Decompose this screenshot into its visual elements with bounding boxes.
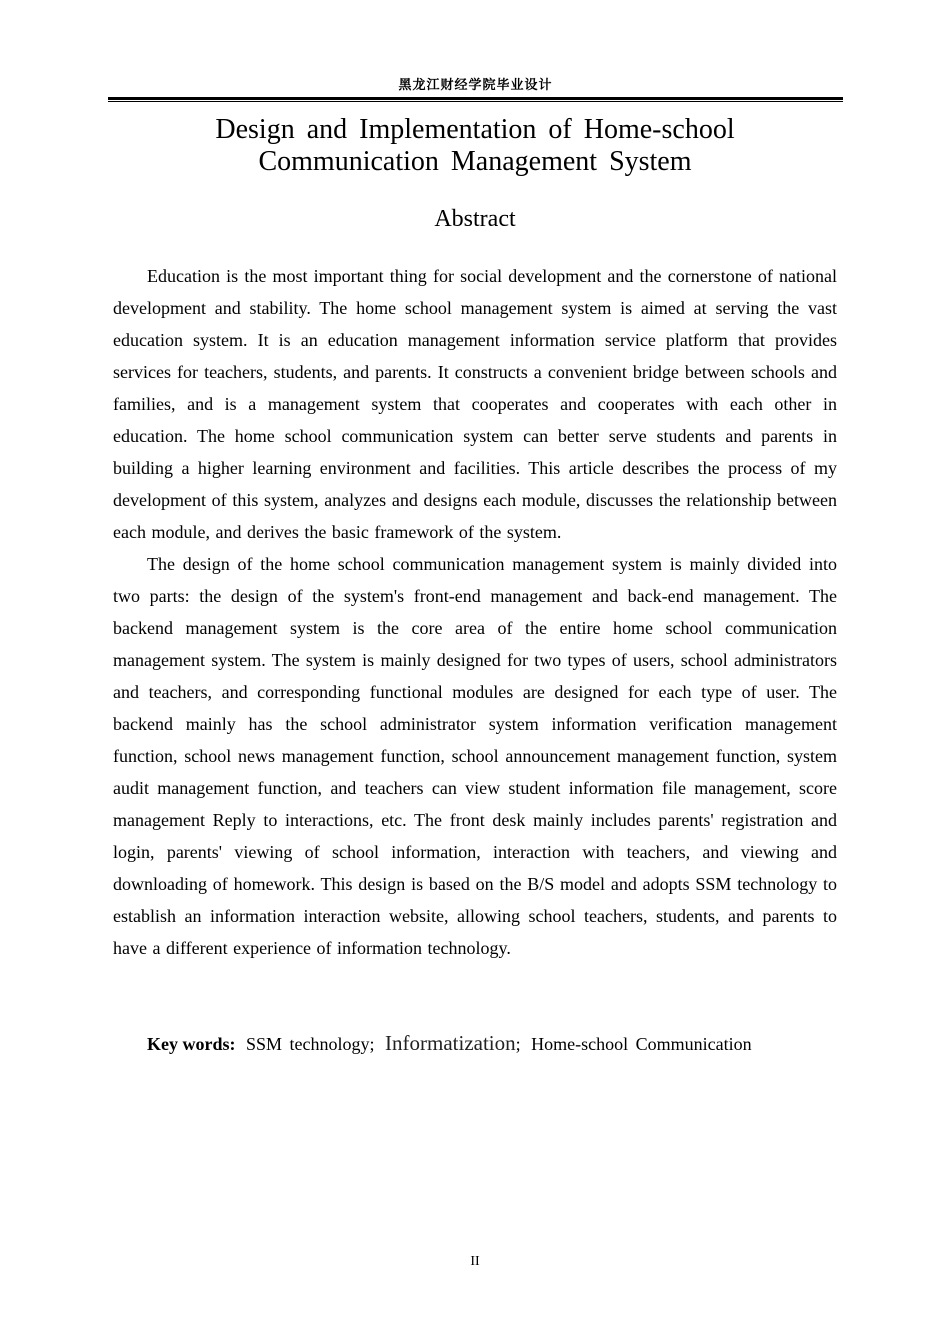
title-line-2: Communication Management System bbox=[258, 146, 692, 177]
keyword-separator: ; bbox=[369, 1034, 375, 1054]
abstract-paragraph-1: Education is the most important thing for social development and the cornerstone of national development and stability. The home school management system is aimed at serving the vast education system. It is an education management information service platform that provides services for teachers, students, and parents. It constructs a convenient bridge between schools and families, and is a management system that cooperates and cooperates with each other in education. The home school communication system can better serve students and parents in building a higher learning environment and facilities. This article describes the process of my development of this system, analyzes and designs each module, discusses the relationship between each module, and derives the basic framework of the system. bbox=[113, 266, 837, 542]
keyword-item: Informatization bbox=[385, 1031, 516, 1055]
abstract-paragraph-2: The design of the home school communication management system is mainly divided into two parts: the design of the system's front-end management and back-end management. The backend management system is the core area of the entire home school communication management system. The system is mainly designed for two types of users, school administrators and teachers, and corresponding functional modules are designed for each type of user. The backend mainly has the school administrator system information verification management function, school news management function, school announcement management function, system audit management function, and teachers can view student information file management, score management Reply to interactions, etc. The front desk mainly includes parents' registration and login, parents' viewing of school information, interaction with teachers, and viewing and downloading of homework. This design is based on the B/S model and adopts SSM technology to establish an information interaction website, allowing school teachers, students, and parents to have a different experience of information technology. bbox=[113, 554, 837, 958]
abstract-body bbox=[113, 260, 837, 964]
keyword-item: Home-school Communication bbox=[531, 1034, 752, 1054]
keyword-item: SSM technology bbox=[246, 1034, 370, 1054]
keywords-line bbox=[147, 1027, 752, 1060]
page-number: II bbox=[470, 1254, 480, 1269]
title-line-1: Design and Implementation of Home-school bbox=[215, 114, 735, 145]
document-title bbox=[120, 114, 830, 178]
header-rule-thick bbox=[108, 97, 843, 100]
abstract-heading: Abstract bbox=[434, 206, 516, 232]
header-rule-thin bbox=[108, 101, 843, 102]
keywords-label: Key words: bbox=[147, 1034, 236, 1054]
keyword-separator: ; bbox=[515, 1034, 521, 1054]
page-header: 黑龙江财经学院毕业设计 bbox=[398, 78, 553, 93]
